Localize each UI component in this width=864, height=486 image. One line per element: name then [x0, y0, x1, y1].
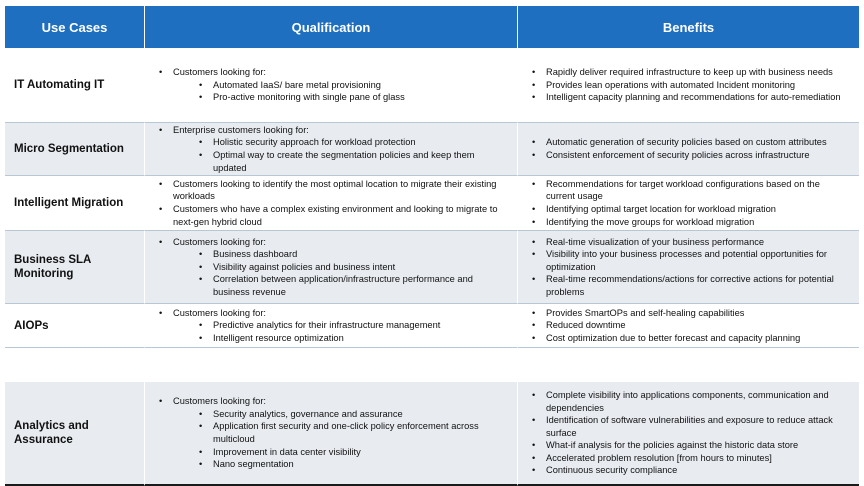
- qualification-subitem: • Optimal way to create the segmentation policies and keep them updated: [159, 149, 507, 174]
- benefit-item: • Provides SmartOPs and self-healing capabilities: [532, 307, 849, 320]
- qualification-subitem: • Automated IaaS/ bare metal provisioning: [159, 79, 507, 92]
- header-benefits: Benefits: [517, 6, 859, 48]
- qualification-item: • Customers who have a complex existing environment and looking to migrate to next-gen hybrid cloud: [159, 203, 507, 228]
- benefit-item: • Identifying optimal target location for workload migration: [532, 203, 849, 216]
- benefit-item: • Identification of software vulnerabilities and exposure to reduce attack surface: [532, 414, 849, 439]
- header-qualification: Qualification: [144, 6, 517, 48]
- qualification-item: • Enterprise customers looking for:: [159, 124, 507, 137]
- benefit-item: • Visibility into your business processes and potential opportunities for optimization: [532, 248, 849, 273]
- qualification-cell: [144, 48, 517, 123]
- benefit-item: • What-if analysis for the policies against the historic data store: [532, 439, 849, 452]
- qualification-subitem: • Pro-active monitoring with single pane of glass: [159, 91, 507, 104]
- benefit-item: • Cost optimization due to better forecast and capacity planning: [532, 332, 849, 345]
- qualification-item: • Customers looking for:: [159, 236, 507, 249]
- qualification-item: • Customers looking for:: [159, 307, 507, 320]
- benefit-item: • Recommendations for target workload configurations based on the current usage: [532, 178, 849, 203]
- benefit-item: • Consistent enforcement of security policies across infrastructure: [532, 149, 849, 162]
- qualification-subitem: • Intelligent resource optimization: [159, 332, 507, 345]
- qualification-item: • Customers looking for:: [159, 395, 507, 408]
- qualification-subitem: • Business dashboard: [159, 248, 507, 261]
- table-row: [5, 382, 859, 486]
- benefit-item: • Complete visibility into applications components, communication and dependencies: [532, 389, 849, 414]
- benefit-item: • Provides lean operations with automated Incident monitoring: [532, 79, 849, 92]
- use-case-label: AIOPs: [5, 304, 144, 348]
- qualification-cell: [144, 382, 517, 486]
- use-case-label: Intelligent Migration: [5, 176, 144, 231]
- use-case-label: IT Automating IT: [5, 48, 144, 123]
- qualification-subitem: • Nano segmentation: [159, 458, 507, 471]
- qualification-subitem: • Predictive analytics for their infrastructure management: [159, 319, 507, 332]
- qualification-cell: [144, 176, 517, 231]
- benefits-cell: [517, 304, 859, 348]
- qualification-cell: [144, 231, 517, 304]
- qualification-subitem: • Correlation between application/infrastructure performance and business revenue: [159, 273, 507, 298]
- benefits-cell: [517, 48, 859, 123]
- benefits-cell: [517, 231, 859, 304]
- qualification-item: • Customers looking to identify the most optimal location to migrate their existing workloads: [159, 178, 507, 203]
- qualification-cell: [144, 123, 517, 176]
- use-case-label: Analytics and Assurance: [5, 382, 144, 486]
- qualification-subitem: • Application first security and one-click policy enforcement across multicloud: [159, 420, 507, 445]
- qualification-item: • Customers looking for:: [159, 66, 507, 79]
- benefits-cell: [517, 123, 859, 176]
- use-case-label: Business SLA Monitoring: [5, 231, 144, 304]
- qualification-subitem: • Security analytics, governance and assurance: [159, 408, 507, 421]
- benefit-item: • Identifying the move groups for workload migration: [532, 216, 849, 229]
- use-case-label: Micro Segmentation: [5, 123, 144, 176]
- qualification-subitem: • Visibility against policies and business intent: [159, 261, 507, 274]
- benefits-cell: [517, 176, 859, 231]
- benefit-item: • Real-time recommendations/actions for corrective actions for potential problems: [532, 273, 849, 298]
- benefit-item: • Intelligent capacity planning and recommendations for auto-remediation: [532, 91, 849, 104]
- benefit-item: • Rapidly deliver required infrastructure to keep up with business needs: [532, 66, 849, 79]
- use-cases-table: [5, 6, 859, 348]
- benefit-item: • Automatic generation of security policies based on custom attributes: [532, 136, 849, 149]
- benefit-item: • Continuous security compliance: [532, 464, 849, 477]
- qualification-subitem: • Holistic security approach for workload protection: [159, 136, 507, 149]
- header-use-cases: Use Cases: [5, 6, 144, 48]
- qualification-cell: [144, 304, 517, 348]
- benefit-item: • Real-time visualization of your business performance: [532, 236, 849, 249]
- benefit-item: • Accelerated problem resolution [from hours to minutes]: [532, 452, 849, 465]
- qualification-subitem: • Improvement in data center visibility: [159, 446, 507, 459]
- benefit-item: • Reduced downtime: [532, 319, 849, 332]
- benefits-cell: [517, 382, 859, 486]
